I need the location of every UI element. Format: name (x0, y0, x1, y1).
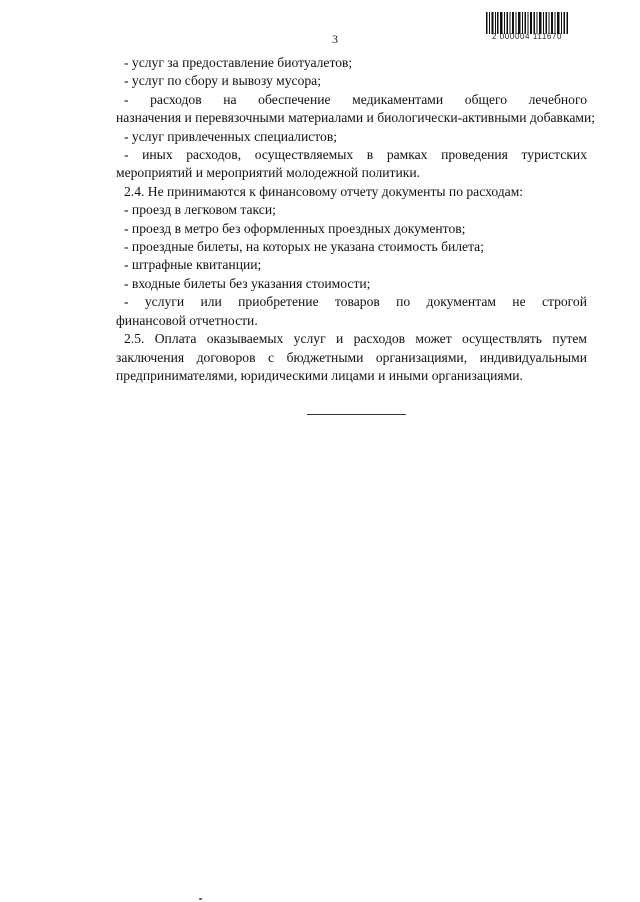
section-paragraph: 2.5. Оплата оказываемых услуг и расходов может осуществлять путем (124, 331, 587, 347)
page-number: 3 (332, 32, 338, 46)
end-divider (307, 414, 406, 415)
section-paragraph-line: предпринимателями, юридическими лицами и иными организациями. (116, 367, 523, 383)
list-item: - услуги или приобретение товаров по документам не строгой (124, 294, 587, 310)
list-item-continuation: мероприятий и мероприятий молодежной политики. (116, 165, 421, 181)
list-item: - штрафные квитанции; (124, 257, 262, 273)
section-paragraph-line: заключения договоров с бюджетными организациями, индивидуальными (116, 349, 587, 365)
scan-speck (199, 898, 202, 900)
list-item: - проезд в метро без оформленных проездных документов; (124, 220, 466, 236)
list-item-continuation: финансовой отчетности. (116, 312, 258, 328)
list-item: - проездные билеты, на которых не указана стоимость билета; (124, 239, 484, 255)
barcode (486, 12, 568, 34)
list-item-continuation: назначения и перевязочными материалами и биологически-активными добавками; (116, 110, 596, 126)
list-item: - иных расходов, осуществляемых в рамках проведения туристских (124, 147, 587, 163)
list-item: - услуг привлеченных специалистов; (124, 128, 338, 144)
list-item: - услуг за предоставление биотуалетов; (124, 55, 353, 70)
list-item: - расходов на обеспечение медикаментами общего лечебного (124, 91, 587, 107)
document-body (116, 54, 596, 385)
barcode-number: 2 000004 111670 (491, 32, 563, 41)
list-item: - услуг по сбору и вывозу мусора; (124, 73, 321, 89)
section-heading: 2.4. Не принимаются к финансовому отчету документы по расходам: (124, 183, 524, 199)
list-item: - проезд в легковом такси; (124, 202, 276, 218)
list-item: - входные билеты без указания стоимости; (124, 275, 371, 291)
